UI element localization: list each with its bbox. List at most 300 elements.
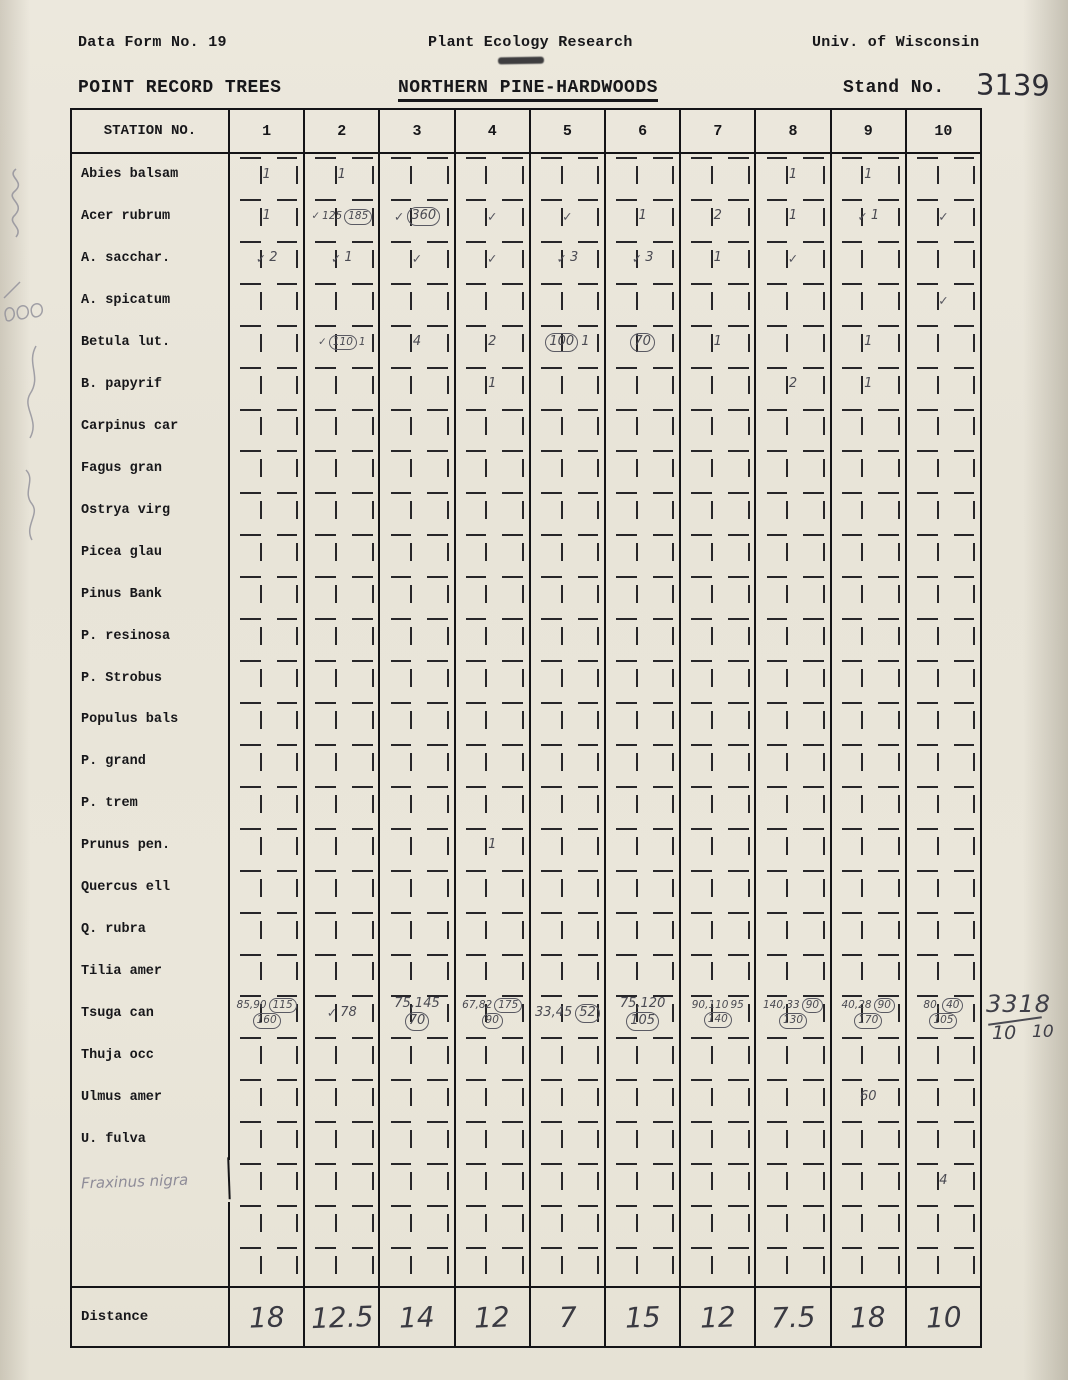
station-cell bbox=[380, 951, 455, 993]
entry-value: 2 bbox=[269, 250, 278, 266]
distance-cell bbox=[230, 1288, 305, 1346]
tick-marks bbox=[681, 573, 718, 615]
entry-value: 1 bbox=[337, 166, 346, 182]
tick-marks bbox=[793, 657, 830, 699]
species-row bbox=[72, 280, 980, 322]
tick-marks bbox=[793, 447, 830, 489]
tick-marks bbox=[643, 531, 680, 573]
entry-value: 1 bbox=[262, 208, 271, 224]
tick-marks bbox=[793, 573, 830, 615]
circled-value: 130 bbox=[779, 1013, 807, 1029]
tick-marks bbox=[380, 1118, 417, 1160]
tick-marks bbox=[456, 1118, 493, 1160]
station-cell bbox=[305, 406, 380, 448]
station-cell bbox=[606, 741, 681, 783]
entry-value: 1 bbox=[864, 376, 873, 392]
tick-marks bbox=[718, 447, 755, 489]
tick-marks bbox=[531, 489, 568, 531]
tick-marks bbox=[943, 1244, 980, 1286]
tick-marks bbox=[832, 783, 869, 825]
handwritten-entries bbox=[456, 825, 529, 867]
tick-marks bbox=[230, 909, 267, 951]
tick-marks bbox=[380, 657, 417, 699]
tick-marks bbox=[868, 825, 905, 867]
tick-marks bbox=[907, 699, 944, 741]
station-cell bbox=[230, 238, 305, 280]
station-cell bbox=[907, 1118, 980, 1160]
tick-marks bbox=[756, 615, 793, 657]
checkmark: ✓ bbox=[311, 210, 321, 223]
tick-marks bbox=[230, 1202, 267, 1244]
tick-marks bbox=[943, 1202, 980, 1244]
station-cell bbox=[606, 699, 681, 741]
tick-marks bbox=[456, 867, 493, 909]
tick-marks bbox=[681, 1118, 718, 1160]
tick-marks bbox=[868, 1034, 905, 1076]
tick-marks bbox=[342, 909, 379, 951]
tick-marks bbox=[417, 741, 454, 783]
tick-marks bbox=[342, 951, 379, 993]
station-cell bbox=[907, 280, 980, 322]
station-cell bbox=[756, 364, 831, 406]
tick-marks bbox=[230, 364, 267, 406]
tick-marks bbox=[606, 447, 643, 489]
tick-marks bbox=[643, 1160, 680, 1202]
tick-marks bbox=[793, 322, 830, 364]
station-cell bbox=[230, 657, 305, 699]
station-cell bbox=[305, 615, 380, 657]
circled-value: 140 bbox=[704, 1012, 732, 1028]
handwritten-entries bbox=[832, 154, 905, 196]
station-cell bbox=[681, 909, 756, 951]
station-cell bbox=[380, 825, 455, 867]
station-cell bbox=[230, 196, 305, 238]
station-cell bbox=[305, 280, 380, 322]
entry-value: 75,120 bbox=[619, 995, 666, 1011]
tick-marks bbox=[681, 699, 718, 741]
handwritten-entries bbox=[907, 992, 980, 1034]
species-row bbox=[72, 238, 980, 280]
tick-marks bbox=[907, 657, 944, 699]
tick-marks bbox=[793, 280, 830, 322]
species-row bbox=[72, 1160, 980, 1202]
circled-value: 52 bbox=[575, 1004, 600, 1023]
tick-marks bbox=[342, 1244, 379, 1286]
circled-value: 115 bbox=[269, 998, 297, 1014]
station-cell bbox=[907, 238, 980, 280]
station-cell bbox=[907, 741, 980, 783]
distance-value: 18 bbox=[248, 1299, 285, 1335]
tick-marks bbox=[868, 573, 905, 615]
tick-marks bbox=[832, 489, 869, 531]
tick-marks bbox=[531, 1244, 568, 1286]
species-row bbox=[72, 447, 980, 489]
tick-marks bbox=[417, 573, 454, 615]
tick-marks bbox=[417, 783, 454, 825]
species-row bbox=[72, 154, 980, 196]
tick-marks bbox=[267, 280, 304, 322]
tick-marks bbox=[267, 783, 304, 825]
station-cell bbox=[907, 1244, 980, 1286]
distance-cell bbox=[380, 1288, 455, 1346]
tick-marks bbox=[868, 951, 905, 993]
handwritten-entries bbox=[832, 1076, 905, 1118]
tick-marks bbox=[943, 783, 980, 825]
tick-marks bbox=[305, 573, 342, 615]
checkmark: ✓ bbox=[411, 250, 423, 266]
tick-marks bbox=[606, 1034, 643, 1076]
handwritten-entries bbox=[531, 196, 604, 238]
station-cell bbox=[606, 489, 681, 531]
tick-marks bbox=[342, 573, 379, 615]
species-label: Quercus ell bbox=[72, 867, 230, 909]
tick-marks bbox=[643, 909, 680, 951]
station-cell bbox=[681, 1160, 756, 1202]
tick-marks bbox=[907, 615, 944, 657]
tick-marks bbox=[681, 951, 718, 993]
stand-no-label: Stand No. bbox=[843, 78, 945, 98]
tick-marks bbox=[943, 615, 980, 657]
station-cell bbox=[756, 280, 831, 322]
station-cell bbox=[305, 1244, 380, 1286]
tick-marks bbox=[943, 909, 980, 951]
handwritten-entries bbox=[456, 364, 529, 406]
tick-marks bbox=[305, 909, 342, 951]
station-header-cell: 2 bbox=[305, 110, 380, 152]
tick-marks bbox=[531, 447, 568, 489]
station-cell bbox=[380, 238, 455, 280]
tick-marks bbox=[267, 489, 304, 531]
tick-marks bbox=[681, 154, 718, 196]
station-cell bbox=[230, 867, 305, 909]
station-cell bbox=[756, 1202, 831, 1244]
distance-value: 12.5 bbox=[310, 1299, 374, 1335]
station-cell bbox=[907, 825, 980, 867]
station-cell bbox=[456, 154, 531, 196]
station-cell bbox=[456, 531, 531, 573]
station-cell bbox=[681, 783, 756, 825]
tick-marks bbox=[417, 951, 454, 993]
station-cell bbox=[756, 238, 831, 280]
form-table-body bbox=[72, 154, 980, 1286]
species-label: A. sacchar. bbox=[72, 238, 230, 280]
tick-marks bbox=[267, 909, 304, 951]
station-cell bbox=[380, 1076, 455, 1118]
tick-marks bbox=[342, 699, 379, 741]
species-label: U. fulva bbox=[72, 1118, 230, 1160]
tick-marks bbox=[907, 909, 944, 951]
tick-marks bbox=[907, 825, 944, 867]
tick-marks bbox=[567, 280, 604, 322]
station-cell bbox=[606, 531, 681, 573]
tick-marks bbox=[267, 406, 304, 448]
station-cell bbox=[380, 1244, 455, 1286]
tick-marks bbox=[230, 573, 267, 615]
station-cell bbox=[456, 867, 531, 909]
station-cell bbox=[305, 322, 380, 364]
station-cell bbox=[907, 992, 980, 1034]
station-cell bbox=[681, 406, 756, 448]
entry-value: 1 bbox=[488, 837, 497, 853]
handwritten-entries bbox=[756, 364, 829, 406]
tick-marks bbox=[380, 280, 417, 322]
station-cell bbox=[907, 364, 980, 406]
species-row bbox=[72, 992, 980, 1034]
tick-marks bbox=[230, 1160, 267, 1202]
tick-marks bbox=[907, 1034, 944, 1076]
tick-marks bbox=[718, 657, 755, 699]
station-cell bbox=[907, 699, 980, 741]
distance-label: Distance bbox=[72, 1288, 230, 1346]
tick-marks bbox=[868, 1118, 905, 1160]
tick-marks bbox=[643, 1202, 680, 1244]
station-cell bbox=[531, 238, 606, 280]
tick-marks bbox=[718, 783, 755, 825]
tick-marks bbox=[567, 1160, 604, 1202]
checkmark: ✓ bbox=[857, 208, 868, 224]
tick-marks bbox=[305, 657, 342, 699]
tick-marks bbox=[342, 364, 379, 406]
tick-marks bbox=[907, 951, 944, 993]
tick-marks bbox=[606, 1076, 643, 1118]
entry-value: 1 bbox=[713, 334, 722, 350]
tick-marks bbox=[907, 238, 944, 280]
station-cell bbox=[756, 1034, 831, 1076]
tick-marks bbox=[531, 280, 568, 322]
station-cell bbox=[380, 406, 455, 448]
distance-value: 15 bbox=[624, 1299, 662, 1335]
species-label: P. Strobus bbox=[72, 657, 230, 699]
tick-marks bbox=[492, 1202, 529, 1244]
checkmark: ✓ bbox=[326, 1005, 338, 1021]
station-cell bbox=[606, 1076, 681, 1118]
station-cell bbox=[531, 615, 606, 657]
tick-marks bbox=[380, 783, 417, 825]
tick-marks bbox=[342, 1118, 379, 1160]
station-header-cell: 4 bbox=[456, 110, 531, 152]
station-cell bbox=[230, 615, 305, 657]
station-cell bbox=[230, 1202, 305, 1244]
tick-marks bbox=[793, 406, 830, 448]
station-cell bbox=[756, 867, 831, 909]
tick-marks bbox=[417, 1076, 454, 1118]
station-cell bbox=[756, 447, 831, 489]
tick-marks bbox=[907, 364, 944, 406]
tick-marks bbox=[943, 322, 980, 364]
station-cell bbox=[380, 1034, 455, 1076]
station-cell bbox=[832, 699, 907, 741]
entry-value: 40,28 bbox=[841, 998, 872, 1011]
handwritten-entries bbox=[832, 322, 905, 364]
tick-marks bbox=[868, 741, 905, 783]
tick-marks bbox=[832, 573, 869, 615]
tick-marks bbox=[380, 1076, 417, 1118]
tick-marks bbox=[606, 1160, 643, 1202]
tick-marks bbox=[907, 447, 944, 489]
tick-marks bbox=[832, 909, 869, 951]
station-cell bbox=[681, 280, 756, 322]
station-cell bbox=[756, 154, 831, 196]
circled-value: 110 bbox=[329, 335, 357, 351]
form-table bbox=[70, 108, 982, 1348]
tick-marks bbox=[943, 1118, 980, 1160]
station-cell bbox=[832, 825, 907, 867]
tick-marks bbox=[380, 1202, 417, 1244]
tick-marks bbox=[380, 447, 417, 489]
station-cell bbox=[832, 615, 907, 657]
tick-marks bbox=[756, 280, 793, 322]
tick-marks bbox=[718, 1076, 755, 1118]
checkmark: ✓ bbox=[631, 250, 643, 266]
circled-value: 105 bbox=[626, 1012, 659, 1031]
species-label: P. grand bbox=[72, 741, 230, 783]
station-cell bbox=[907, 154, 980, 196]
tick-marks bbox=[907, 741, 944, 783]
species-label: Abies balsam bbox=[72, 154, 230, 196]
entry-value: 33,45 bbox=[535, 1004, 573, 1020]
station-cell bbox=[531, 364, 606, 406]
tick-marks bbox=[832, 1244, 869, 1286]
handwritten-entries bbox=[606, 322, 679, 364]
tick-marks bbox=[492, 699, 529, 741]
tick-marks bbox=[681, 406, 718, 448]
tick-marks bbox=[681, 825, 718, 867]
tick-marks bbox=[606, 406, 643, 448]
tick-marks bbox=[643, 489, 680, 531]
tick-marks bbox=[868, 238, 905, 280]
tick-marks bbox=[531, 1202, 568, 1244]
handwritten-entries bbox=[531, 322, 604, 364]
tick-marks bbox=[456, 531, 493, 573]
tick-marks bbox=[793, 699, 830, 741]
station-cell bbox=[456, 825, 531, 867]
station-cell bbox=[832, 951, 907, 993]
tick-marks bbox=[492, 1118, 529, 1160]
tick-marks bbox=[267, 1034, 304, 1076]
tick-marks bbox=[492, 1244, 529, 1286]
tick-marks bbox=[718, 741, 755, 783]
tick-marks bbox=[305, 1202, 342, 1244]
tick-marks bbox=[943, 867, 980, 909]
tick-marks bbox=[230, 280, 267, 322]
tick-marks bbox=[492, 783, 529, 825]
species-label: Thuja occ bbox=[72, 1034, 230, 1076]
tick-marks bbox=[793, 489, 830, 531]
tick-marks bbox=[380, 867, 417, 909]
species-label: Fagus gran bbox=[72, 447, 230, 489]
handwritten-entries bbox=[606, 238, 679, 280]
tick-marks bbox=[567, 1244, 604, 1286]
station-cell bbox=[681, 489, 756, 531]
tick-marks bbox=[305, 1118, 342, 1160]
station-cell bbox=[531, 573, 606, 615]
tick-marks bbox=[606, 364, 643, 406]
tick-marks bbox=[643, 1076, 680, 1118]
tick-marks bbox=[267, 867, 304, 909]
tick-marks bbox=[267, 1244, 304, 1286]
tick-marks bbox=[267, 447, 304, 489]
tick-marks bbox=[832, 1118, 869, 1160]
tick-marks bbox=[943, 364, 980, 406]
station-cell bbox=[606, 1244, 681, 1286]
distance-cell bbox=[531, 1288, 606, 1346]
tick-marks bbox=[492, 867, 529, 909]
tick-marks bbox=[492, 406, 529, 448]
species-label: P. trem bbox=[72, 783, 230, 825]
fraction-numerator: 3318 bbox=[986, 990, 1052, 1018]
handwritten-entries bbox=[305, 992, 378, 1034]
fraction-extra-value: 10 bbox=[1032, 1022, 1054, 1042]
species-row bbox=[72, 867, 980, 909]
tick-marks bbox=[267, 322, 304, 364]
tick-marks bbox=[756, 531, 793, 573]
tick-marks bbox=[230, 783, 267, 825]
station-cell bbox=[230, 1076, 305, 1118]
station-cell bbox=[456, 406, 531, 448]
tick-marks bbox=[342, 783, 379, 825]
station-cell bbox=[380, 447, 455, 489]
circled-value: 40 bbox=[942, 998, 963, 1014]
pencil-scribble-icon bbox=[0, 278, 48, 348]
tick-marks bbox=[907, 573, 944, 615]
station-cell bbox=[832, 1076, 907, 1118]
station-cell bbox=[230, 489, 305, 531]
tick-marks bbox=[230, 867, 267, 909]
tick-marks bbox=[492, 615, 529, 657]
entry-value: 2 bbox=[788, 376, 798, 392]
station-cell bbox=[230, 573, 305, 615]
tick-marks bbox=[267, 1160, 304, 1202]
station-cell bbox=[681, 196, 756, 238]
tick-marks bbox=[606, 573, 643, 615]
station-cell bbox=[681, 322, 756, 364]
tick-marks bbox=[606, 657, 643, 699]
tick-marks bbox=[643, 657, 680, 699]
pencil-scribble-icon bbox=[2, 165, 32, 255]
station-cell bbox=[456, 322, 531, 364]
tick-marks bbox=[793, 825, 830, 867]
station-cell bbox=[832, 406, 907, 448]
tick-marks bbox=[606, 867, 643, 909]
station-cell bbox=[606, 154, 681, 196]
tick-marks bbox=[943, 741, 980, 783]
tick-marks bbox=[417, 154, 454, 196]
station-cell bbox=[907, 406, 980, 448]
station-cell bbox=[606, 406, 681, 448]
distance-cell bbox=[907, 1288, 980, 1346]
tick-marks bbox=[868, 447, 905, 489]
entry-value: 125 bbox=[322, 210, 343, 223]
station-cell bbox=[305, 1034, 380, 1076]
species-row bbox=[72, 364, 980, 406]
station-cell bbox=[832, 489, 907, 531]
handwritten-entries bbox=[305, 322, 378, 364]
tick-marks bbox=[832, 531, 869, 573]
station-cell bbox=[380, 1118, 455, 1160]
station-cell bbox=[832, 992, 907, 1034]
tick-marks bbox=[606, 1118, 643, 1160]
tick-marks bbox=[267, 364, 304, 406]
tick-marks bbox=[380, 406, 417, 448]
station-cell bbox=[380, 992, 455, 1034]
entry-value: 90,110 bbox=[691, 998, 729, 1011]
station-cell bbox=[907, 573, 980, 615]
station-cell bbox=[756, 1160, 831, 1202]
tick-marks bbox=[943, 1034, 980, 1076]
station-cell bbox=[832, 657, 907, 699]
station-cell bbox=[606, 196, 681, 238]
station-cell bbox=[756, 657, 831, 699]
